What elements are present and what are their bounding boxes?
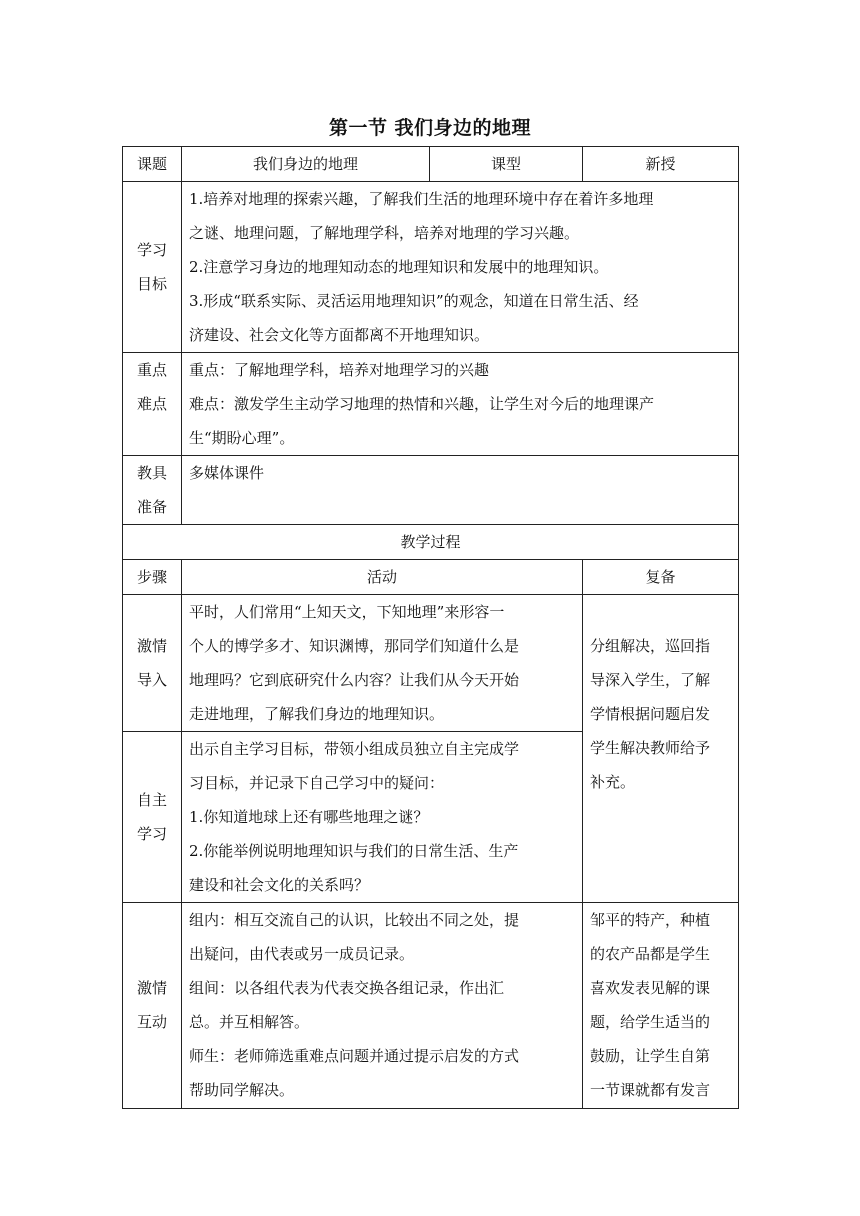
review-note-interaction: 邹平的特产，种植 的农产品都是学生 喜欢发表见解的课 题，给学生适当的 鼓励，让学生自第 一节课就都有发言: [583, 903, 739, 1109]
step-header: 步骤: [123, 560, 182, 595]
process-title-row: [123, 525, 739, 560]
goal-line: 1.培养对地理的探索兴趣，了解我们生活的地理环境中存在着许多地理: [189, 190, 654, 208]
tools-label: 教具 准备: [123, 456, 182, 525]
step-row-interaction: [123, 903, 739, 1109]
step-label: 自主 学习: [123, 732, 182, 903]
step-activity: 出示自主学习目标，带领小组成员独立自主完成学 习目标，并记录下自己学习中的疑问： 1.你知道地球上还有哪些地理之谜？ 2.你能举例说明地理知识与我们的日常生活、生产 建设和社会文化的关系吗？: [182, 732, 583, 903]
step-activity: 平时，人们常用“上知天文，下知地理”来形容一 个人的博学多才、知识渊博，那同学们知道什么是 地理吗？它到底研究什么内容？让我们从今天开始 走进地理，了解我们身边的地理知识。: [182, 595, 583, 732]
step-label: 激情 导入: [123, 595, 182, 732]
type-label: 课型: [430, 147, 583, 182]
page-title: 第一节 我们身边的地理: [328, 117, 532, 139]
review-header: 复备: [583, 560, 739, 595]
key-points-content: 重点：了解地理学科，培养对地理学习的兴趣 难点：激发学生主动学习地理的热情和兴趣，让学生对今后的地理课产 生“期盼心理”。: [182, 353, 739, 456]
step-label: 激情 互动: [123, 903, 182, 1109]
step-row-intro: [123, 595, 739, 732]
key-points-label: 重点 难点: [123, 353, 182, 456]
process-title: 教学过程: [123, 525, 739, 560]
goals-row: [123, 182, 739, 353]
tools-content: 多媒体课件: [182, 456, 739, 525]
tools-row: [123, 456, 739, 525]
goal-line: 济建设、社会文化等方面都离不开地理知识。: [189, 326, 490, 344]
lesson-plan-table: [122, 146, 739, 1109]
goal-line: 3.形成“联系实际、灵活运用地理知识”的观念，知道在日常生活、经: [189, 292, 639, 310]
type-value: 新授: [583, 147, 739, 182]
topic-row: [123, 147, 739, 182]
review-note-merged: 分组解决，巡回指 导深入学生，了解 学情根据问题启发 学生解决教师给予 补充。: [583, 595, 739, 903]
process-header-row: [123, 560, 739, 595]
goal-line: 2.注意学习身边的地理知动态的地理知识和发展中的地理知识。: [189, 258, 609, 276]
goal-line: 之谜、地理问题，了解地理学科，培养对地理的学习兴趣。: [189, 224, 580, 242]
key-points-row: [123, 353, 739, 456]
step-activity: 组内：相互交流自己的认识，比较出不同之处，提 出疑问，由代表或另一成员记录。 组间：以各组代表为代表交换各组记录，作出汇 总。并互相解答。 师生：老师筛选重难点问题并通过提示启发的方式 帮助同学解决。: [182, 903, 583, 1109]
goals-label: 学习 目标: [123, 182, 182, 353]
topic-value: 我们身边的地理: [182, 147, 430, 182]
topic-label: 课题: [123, 147, 182, 182]
goals-content: [182, 182, 739, 353]
activity-header: 活动: [182, 560, 583, 595]
